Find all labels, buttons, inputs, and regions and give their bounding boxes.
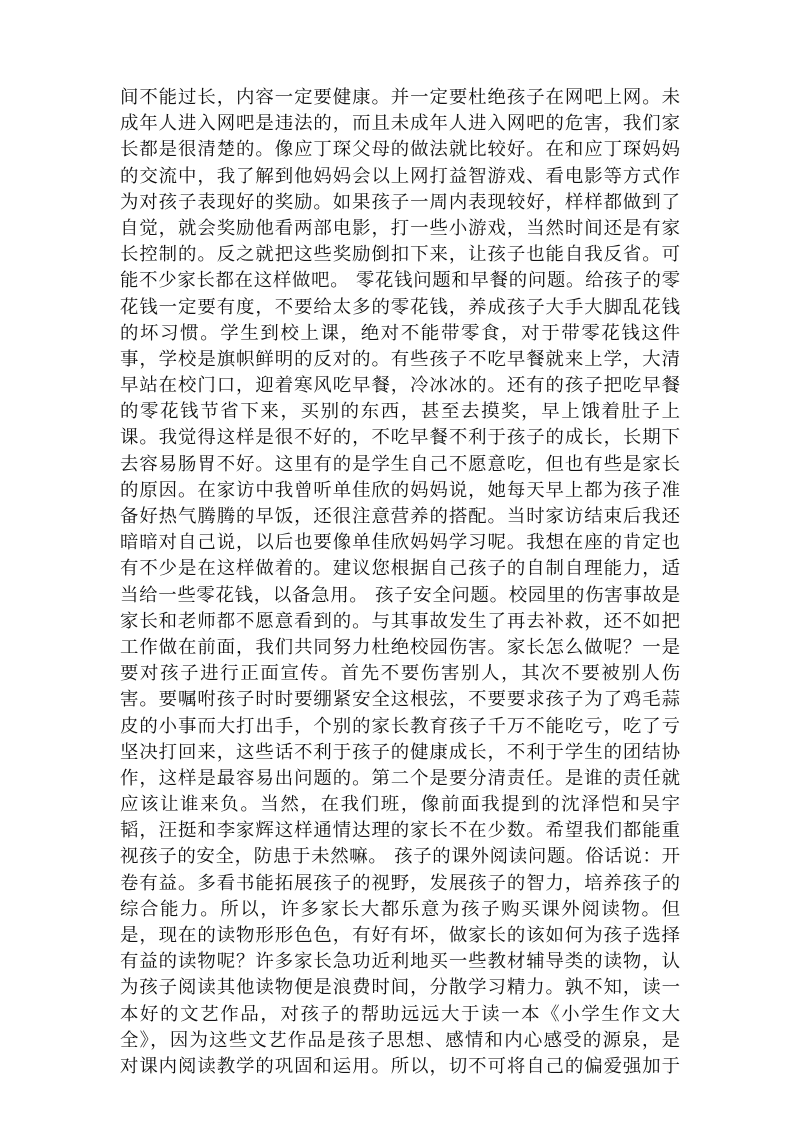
text-line: 能不少家长都在这样做吧。 零花钱问题和早餐的问题。给孩子的零	[120, 270, 680, 292]
text-line: 卷有益。多看书能拓展孩子的视野，发展孩子的智力，培养孩子的	[120, 872, 680, 894]
text-line: 长都是很清楚的。像应丁琛父母的做法就比较好。在和应丁琛妈妈	[120, 139, 680, 161]
text-line: 有益的读物呢？许多家长急功近利地买一些教材辅导类的读物，认	[120, 951, 680, 973]
text-line: 全》，因为这些文艺作品是孩子思想、感情和内心感受的源泉，是	[120, 1029, 680, 1051]
text-line: 坚决打回来，这些话不利于孩子的健康成长，不利于学生的团结协	[120, 741, 680, 763]
text-line: 对课内阅读教学的巩固和运用。所以，切不可将自己的偏爱强加于	[120, 1055, 680, 1077]
text-line: 韬，汪挺和李家辉这样通情达理的家长不在少数。希望我们都能重	[120, 820, 680, 842]
text-line: 是，现在的读物形形色色，有好有坏，做家长的该如何为孩子选择	[120, 925, 680, 946]
text-line: 皮的小事而大打出手，个别的家长教育孩子千万不能吃亏，吃了亏	[120, 715, 680, 737]
text-line: 事，学校是旗帜鲜明的反对的。有些孩子不吃早餐就来上学，大清	[120, 348, 680, 370]
text-line: 的坏习惯。学生到校上课，绝对不能带零食，对于带零花钱这件	[120, 322, 680, 344]
text-line: 间不能过长，内容一定要健康。并一定要杜绝孩子在网吧上网。未	[120, 87, 680, 108]
text-line: 有不少是在这样做着的。建议您根据自己孩子的自制自理能力，适	[120, 558, 680, 580]
text-line: 工作做在前面，我们共同努力杜绝校园伤害。家长怎么做呢？一是	[120, 636, 680, 658]
text-line: 综合能力。所以，许多家长大都乐意为孩子购买课外阅读物。但	[120, 898, 680, 920]
text-line: 备好热气腾腾的早饭，还很注意营养的搭配。当时家访结束后我还	[120, 506, 680, 527]
text-line: 为对孩子表现好的奖励。如果孩子一周内表现较好，样样都做到了	[120, 191, 680, 213]
text-line: 成年人进入网吧是违法的，而且未成年人进入网吧的危害，我们家	[120, 113, 680, 135]
text-line: 暗暗对自己说，以后也要像单佳欣妈妈学习呢。我想在座的肯定也	[120, 532, 680, 554]
text-line: 视孩子的安全，防患于未然嘛。 孩子的课外阅读问题。俗话说：开	[120, 846, 680, 868]
text-line: 课。我觉得这样是很不好的，不吃早餐不利于孩子的成长，长期下	[120, 427, 680, 449]
text-line: 本好的文艺作品，对孩子的帮助远远大于读一本《小学生作文大	[120, 1003, 680, 1025]
text-line: 自觉，就会奖励他看两部电影，打一些小游戏，当然时间还是有家	[120, 217, 680, 239]
text-line: 家长和老师都不愿意看到的。与其事故发生了再去补救，还不如把	[120, 610, 680, 632]
text-line: 为孩子阅读其他读物便是浪费时间，分散学习精力。孰不知，读一	[120, 977, 680, 999]
text-line: 的零花钱节省下来，买别的东西，甚至去摸奖，早上饿着肚子上	[120, 401, 680, 423]
text-line: 去容易肠胃不好。这里有的是学生自己不愿意吃，但也有些是家长	[120, 453, 680, 475]
text-line: 应该让谁来负。当然，在我们班，像前面我提到的沈泽恺和吴宇	[120, 794, 680, 816]
text-line: 的交流中，我了解到他妈妈会以上网打益智游戏、看电影等方式作	[120, 165, 680, 187]
text-line: 作，这样是最容易出问题的。第二个是要分清责任。是谁的责任就	[120, 767, 680, 789]
body-text	[120, 85, 680, 1080]
text-line: 当给一些零花钱，以备急用。 孩子安全问题。校园里的伤害事故是	[120, 584, 680, 606]
text-line: 害。要嘱咐孩子时时要绷紧安全这根弦，不要要求孩子为了鸡毛蒜	[120, 689, 680, 711]
text-line: 花钱一定要有度，不要给太多的零花钱，养成孩子大手大脚乱花钱	[120, 296, 680, 318]
text-line: 的原因。在家访中我曾听单佳欣的妈妈说，她每天早上都为孩子准	[120, 479, 680, 501]
text-line: 早站在校门口，迎着寒风吃早餐，冷冰冰的。还有的孩子把吃早餐	[120, 375, 680, 397]
text-line: 长控制的。反之就把这些奖励倒扣下来，让孩子也能自我反省。可	[120, 244, 680, 266]
text-line: 要对孩子进行正面宣传。首先不要伤害别人，其次不要被别人伤	[120, 663, 680, 685]
